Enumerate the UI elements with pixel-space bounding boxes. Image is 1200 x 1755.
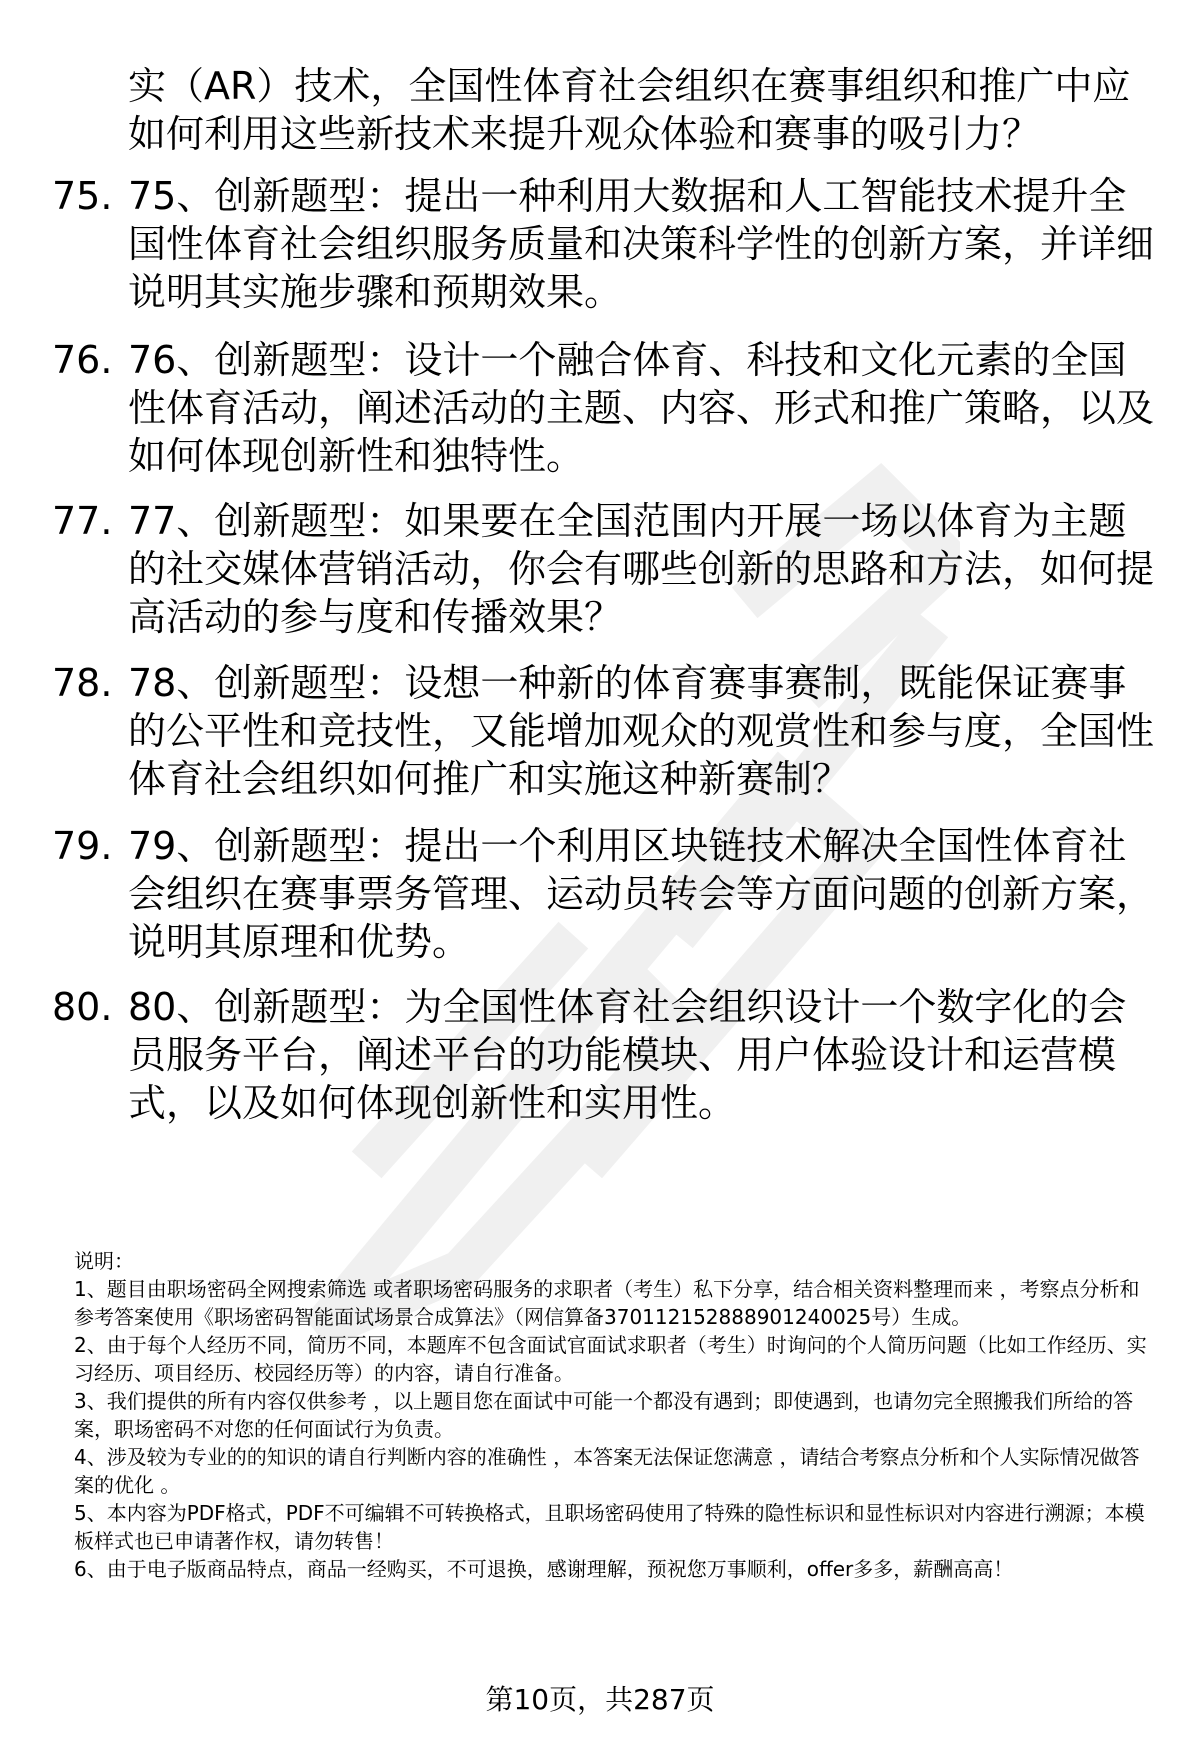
question-text: 78、创新题型：设想一种新的体育赛事赛制，既能保证赛事的公平性和竞技性，又能增加观众的观赏性和参与度，全国性体育社会组织如何推广和实施这种新赛制？ <box>128 661 1155 801</box>
question-number: 80. <box>52 985 113 1029</box>
note-item: 6、由于电子版商品特点，商品一经购买，不可退换，感谢理解，预祝您万事顺利，offer多多，薪酬高高！ <box>74 1557 1014 1581</box>
notes-heading: 说明： <box>74 1249 134 1273</box>
note-item: 2、由于每个人经历不同，简历不同，本题库不包含面试官面试求职者（考生）时询问的个人简历问题（比如工作经历、实习经历、项目经历、校园经历等）的内容，请自行准备。 <box>74 1333 1147 1385</box>
page-number: 第10页，共287页 <box>485 1683 715 1716</box>
question-item <box>52 497 1162 647</box>
question-item <box>52 659 1162 809</box>
notes-section <box>74 1247 1154 1583</box>
question-text: 77、创新题型：如果要在全国范围内开展一场以体育为主题的社交媒体营销活动，你会有哪些创新的思路和方法，如何提高活动的参与度和传播效果？ <box>128 499 1155 639</box>
question-text: 79、创新题型：提出一个利用区块链技术解决全国性体育社会组织在赛事票务管理、运动员转会等方面问题的创新方案，说明其原理和优势。 <box>128 824 1155 964</box>
question-text: 76、创新题型：设计一个融合体育、科技和文化元素的全国性体育活动，阐述活动的主题、内容、形式和推广策略，以及如何体现创新性和独特性。 <box>128 338 1155 478</box>
continued-question-text: 实（AR）技术，全国性体育社会组织在赛事组织和推广中应如何利用这些新技术来提升观众体验和赛事的吸引力？ <box>128 64 1131 156</box>
question-number: 79. <box>52 824 113 868</box>
note-item: 3、我们提供的所有内容仅供参考 ，以上题目您在面试中可能一个都没有遇到；即使遇到，也请勿完全照搬我们所给的答案，职场密码不对您的任何面试行为负责。 <box>74 1389 1134 1441</box>
question-number: 76. <box>52 338 113 382</box>
note-item: 4、涉及较为专业的的知识的请自行判断内容的准确性 ，本答案无法保证您满意 ，请结合考察点分析和个人实际情况做答案的优化 。 <box>74 1445 1140 1497</box>
question-text: 75、创新题型：提出一种利用大数据和人工智能技术提升全国性体育社会组织服务质量和决策科学性的创新方案，并详细说明其实施步骤和预期效果。 <box>128 174 1155 314</box>
question-number: 75. <box>52 174 113 218</box>
question-number: 78. <box>52 661 113 705</box>
question-item <box>52 983 1162 1133</box>
note-item: 5、本内容为PDF格式，PDF不可编辑不可转换格式，且职场密码使用了特殊的隐性标识和显性标识对内容进行溯源；本模板样式也已申请著作权，请勿转售！ <box>74 1501 1145 1553</box>
question-item <box>52 822 1162 972</box>
question-text: 80、创新题型：为全国性体育社会组织设计一个数字化的会员服务平台，阐述平台的功能模块、用户体验设计和运营模式，以及如何体现创新性和实用性。 <box>128 985 1127 1125</box>
note-item: 1、题目由职场密码全网搜索筛选 或者职场密码服务的求职者（考生）私下分享，结合相关资料整理而来 ，考察点分析和参考答案使用《职场密码智能面试场景合成算法》（网信算备370112152888901240025号）生成。 <box>74 1277 1140 1329</box>
question-number: 77. <box>52 499 113 543</box>
question-item <box>52 172 1162 322</box>
question-item <box>52 336 1162 486</box>
